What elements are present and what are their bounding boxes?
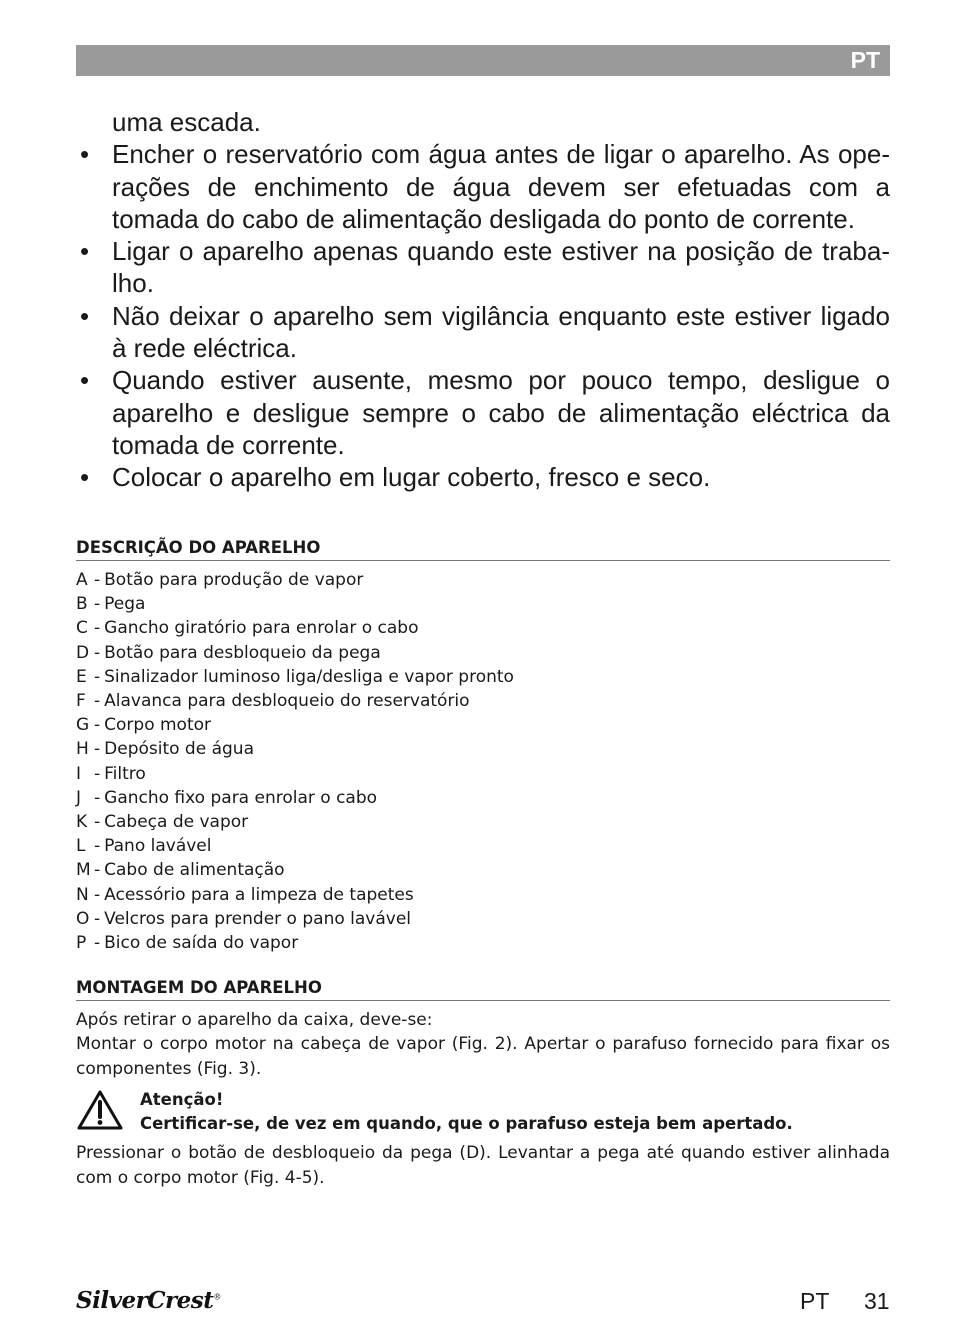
parts-list — [76, 568, 890, 955]
header-bar — [76, 45, 890, 76]
page-number: 31 — [864, 1288, 890, 1314]
assembly-heading: MONTAGEM DO APARELHO — [76, 978, 890, 1001]
language-tag: PT — [850, 47, 880, 73]
bullet-dot-icon: • — [80, 365, 90, 396]
footer-language: PT — [800, 1288, 830, 1314]
handle-release-text: Pressionar o botão de desbloqueio da pega (D). Levantar a pega até quando estiver alinhada com o corpo motor (Fig. 4-5). — [76, 1143, 890, 1188]
list-item: H - Depósito de água — [76, 739, 254, 760]
list-item: G - Corpo motor — [76, 715, 212, 736]
list-item: J - Gancho fixo para enrolar o cabo — [76, 787, 378, 808]
list-item: L - Pano lavável — [76, 836, 212, 857]
warning-title: Atenção! — [140, 1090, 224, 1109]
list-item: A - Botão para produção de vapor — [76, 570, 364, 590]
list-item: P - Bico de saída do vapor — [76, 933, 299, 954]
bullet-dot-icon: • — [80, 300, 90, 331]
bullet-item: • Não deixar o aparelho sem vigilância enquanto este estiver ligado à rede eléctrica. — [80, 300, 890, 364]
list-item: D - Botão para desbloqueio da pega — [76, 642, 381, 663]
list-item: C - Gancho giratório para enrolar o cabo — [76, 618, 419, 639]
assembly-step-text: Montar o corpo motor na cabeça de vapor (Fig. 2). Apertar o parafuso fornecido para fixar os componentes (Fig. 3). — [76, 1034, 890, 1079]
list-item: M - Cabo de alimentação — [76, 860, 285, 881]
bullet-item: • Encher o reservatório com água antes de ligar o aparelho. As ope-rações de enchimento de água devem ser efetuadas com a tomada do cabo de alimentação desligada do ponto de corrente. — [80, 139, 890, 234]
list-item: F - Alavanca para desbloqueio do reservatório — [76, 691, 470, 712]
bullet-dot-icon: • — [80, 139, 90, 170]
list-item: O - Velcros para prender o pano lavável — [76, 908, 412, 929]
safety-instructions — [76, 106, 890, 494]
bullet-dot-icon: • — [80, 462, 90, 493]
list-item: I - Filtro — [76, 763, 146, 784]
bullet-item: • Ligar o aparelho apenas quando este estiver na posição de traba-lho. — [80, 236, 890, 299]
list-item: E - Sinalizador luminoso liga/desliga e vapor pronto — [76, 666, 514, 687]
bullet-dot-icon: • — [80, 236, 90, 267]
warning-text: Certificar-se, de vez em quando, que o parafuso esteja bem apertado. — [140, 1114, 793, 1133]
warning-triangle-icon — [76, 1089, 124, 1131]
bullet-item: • Colocar o aparelho em lugar coberto, fresco e seco. — [80, 462, 711, 493]
list-item: K - Cabeça de vapor — [76, 812, 249, 833]
description-heading: DESCRIÇÃO DO APARELHO — [76, 538, 890, 561]
continuation-text: uma escada. — [112, 107, 261, 137]
list-item: B - Pega — [76, 594, 146, 615]
brand-logo: SilverCrest® — [76, 1287, 221, 1314]
list-item: N - Acessório para a limpeza de tapetes — [76, 884, 414, 905]
warning-block — [140, 1088, 900, 1136]
bullet-item: • Quando estiver ausente, mesmo por pouco tempo, desligue o aparelho e desligue sempre o cabo de alimentação eléctrica da tomada de corrente. — [80, 365, 890, 460]
assembly-intro-text: Após retirar o aparelho da caixa, deve-se: — [76, 1010, 433, 1030]
